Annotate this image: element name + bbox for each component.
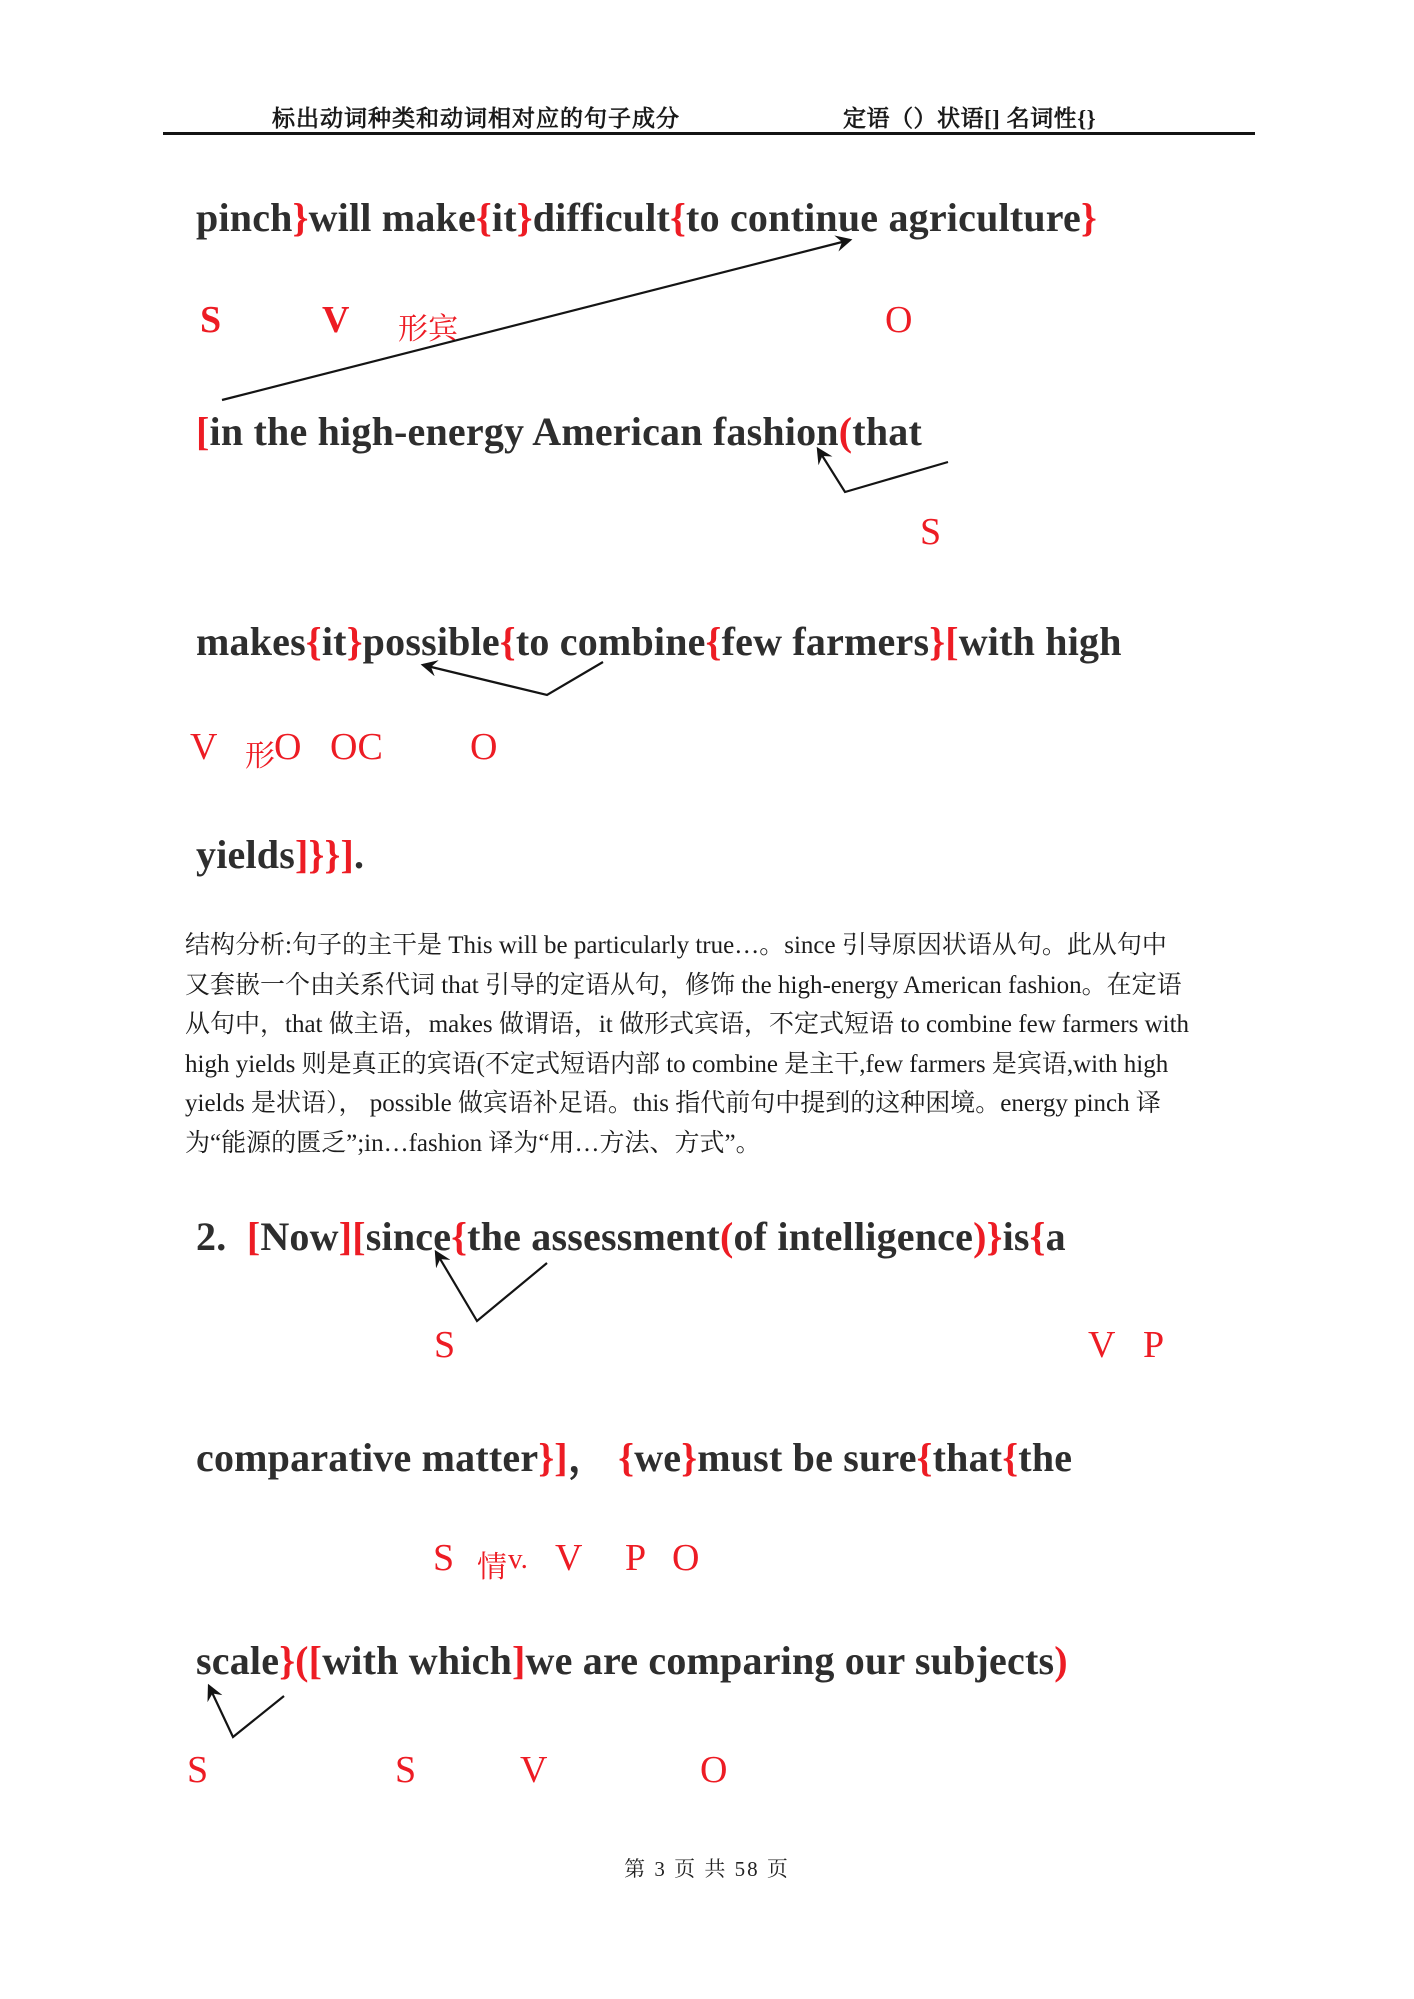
bracket-mark: } [346, 619, 363, 664]
sentence-text: is [1002, 1214, 1030, 1259]
bracket-mark: ] [512, 1638, 526, 1683]
sentence-text: we [634, 1435, 682, 1480]
sentence-line-5 [196, 1213, 1066, 1260]
grammar-label-S: S [920, 511, 942, 553]
grammar-label-S: S [200, 299, 222, 341]
sentence-text: since [365, 1214, 452, 1259]
bracket-mark: { [670, 195, 687, 240]
bracket-mark: ][ [338, 1214, 366, 1259]
sentence-text: it [491, 195, 517, 240]
grammar-label-S: S [187, 1749, 209, 1791]
bracket-mark: { [705, 619, 722, 664]
analysis-line: yields 是状语）， possible 做宾语补足语。this 指代前句中提到的这种困境。energy pinch 译 [185, 1090, 1161, 1117]
sentence-line-4 [196, 831, 364, 878]
bracket-mark: ( [838, 409, 853, 454]
bracket-mark: { [1029, 1214, 1046, 1259]
sentence-text: that [932, 1435, 1003, 1480]
grammar-label-S: S [395, 1749, 417, 1791]
sentence-line-6 [196, 1426, 1072, 1483]
bracket-mark: } [681, 1435, 698, 1480]
grammar-label-S: S [434, 1324, 456, 1366]
sentence-text: comparative matter [196, 1435, 539, 1480]
header-rule [163, 132, 1255, 135]
sentence-text: makes [196, 619, 306, 664]
bracket-mark: { [499, 619, 516, 664]
sentence-text: we are comparing our subjects [525, 1638, 1055, 1683]
grammar-label-row-6 [0, 1748, 1414, 1798]
bracket-mark: { [475, 195, 492, 240]
analysis-line: high yields 则是真正的宾语(不定式短语内部 to combine 是主干,few farmers 是宾语,with high [185, 1050, 1169, 1078]
analysis-line: 又套嵌一个由关系代词 that 引导的定语从句，修饰 the high-energy American fashion。在定语 [185, 971, 1182, 999]
sentence-text: with which [322, 1638, 513, 1683]
arrow-to-combine [423, 662, 603, 695]
sentence-line-3 [196, 618, 1122, 665]
grammar-label-O: O [885, 299, 913, 341]
sentence-text: with high [958, 619, 1122, 664]
analysis-line: 结构分析:句子的主干是 This will be particularly true…。since 引导原因状语从句。此从句中 [185, 932, 1167, 959]
bracket-mark: { [451, 1214, 468, 1259]
grammar-label-V: V [555, 1537, 583, 1579]
grammar-label-V: V [1088, 1324, 1116, 1366]
bracket-mark: }([ [279, 1638, 323, 1683]
grammar-label-row-2 [0, 510, 1414, 560]
sentence-text: a [1045, 1214, 1066, 1259]
sentence-line-1 [196, 194, 1097, 241]
bracket-mark: [ [196, 409, 210, 454]
grammar-label-V: V [322, 299, 350, 341]
grammar-label-v.: v. [508, 1543, 528, 1575]
sentence-text: yields [196, 832, 295, 877]
bracket-mark: { [1002, 1435, 1019, 1480]
bracket-mark: { [618, 1435, 635, 1480]
arrow-to-scale [209, 1686, 284, 1737]
sentence-text: possible [362, 619, 500, 664]
bracket-mark: [ [246, 1214, 261, 1259]
analysis-line: 为“能源的匮乏”;in…fashion 译为“用…方法、方式”。 [185, 1129, 761, 1157]
grammar-label-形宾: 形宾 [398, 313, 458, 346]
sentence-text: the assessment [467, 1214, 720, 1259]
sentence-text: . [353, 832, 365, 877]
bracket-mark: { [916, 1435, 933, 1480]
page-number-footer: 第 3 页 共 58 页 [624, 1857, 790, 1881]
grammar-label-OC: OC [330, 726, 383, 768]
sentence-line-7 [196, 1637, 1068, 1684]
sentence-text: the [1018, 1435, 1073, 1480]
sentence-text: in the high-energy American fashion [209, 409, 839, 454]
sentence-line-2 [196, 408, 922, 455]
sentence-text: that [852, 409, 922, 454]
bracket-mark: } [292, 195, 309, 240]
bracket-mark: ]}}] [295, 832, 354, 877]
header-right-legend: 定语（）状语[] 名词性{} [843, 106, 1097, 131]
arrow-to-fashion-that [818, 449, 948, 492]
sentence-text: 2. [196, 1214, 247, 1259]
sentence-text: to continue agriculture [686, 195, 1081, 240]
sentence-text: must be sure [697, 1435, 917, 1480]
grammar-label-形: 形 [245, 740, 275, 773]
grammar-label-S: S [433, 1537, 455, 1579]
grammar-label-row-5 [0, 1536, 1414, 1586]
sentence-text: pinch [196, 195, 293, 240]
bracket-mark: }[ [929, 619, 959, 664]
grammar-label-O: O [700, 1749, 728, 1791]
arrow-to-assessment [436, 1252, 547, 1321]
sentence-text: ， [567, 1435, 619, 1480]
grammar-label-V: V [520, 1749, 548, 1791]
bracket-mark: }] [538, 1435, 568, 1480]
bracket-mark: ( [719, 1214, 734, 1259]
sentence-text: to combine [515, 619, 706, 664]
bracket-mark: } [516, 195, 533, 240]
grammar-label-row-4 [0, 1323, 1414, 1373]
grammar-label-情: 情 [477, 1551, 507, 1584]
sentence-text: will make [308, 195, 476, 240]
grammar-label-row-1 [0, 298, 1414, 348]
grammar-label-O: O [672, 1537, 700, 1579]
sentence-text: difficult [532, 195, 671, 240]
grammar-label-O: O [470, 726, 498, 768]
grammar-label-P: P [625, 1537, 647, 1579]
sentence-text: of intelligence [733, 1214, 974, 1259]
grammar-label-row-3 [0, 725, 1414, 775]
grammar-label-O: O [274, 726, 302, 768]
sentence-text: Now [260, 1214, 339, 1259]
bracket-mark: ) [1054, 1638, 1068, 1683]
sentence-text: few farmers [721, 619, 930, 664]
grammar-label-V: V [190, 726, 218, 768]
sentence-text: scale [196, 1638, 280, 1683]
bracket-mark: { [305, 619, 322, 664]
bracket-mark: )} [973, 1214, 1003, 1259]
header-left-title: 标出动词种类和动词相对应的句子成分 [272, 106, 680, 131]
structure-analysis-paragraph [185, 926, 1260, 1163]
bracket-mark: } [1080, 195, 1097, 240]
analysis-line: 从句中，that 做主语，makes 做谓语，it 做形式宾语，不定式短语 to combine few farmers with [185, 1011, 1190, 1038]
grammar-label-P: P [1143, 1324, 1165, 1366]
sentence-text: it [321, 619, 347, 664]
